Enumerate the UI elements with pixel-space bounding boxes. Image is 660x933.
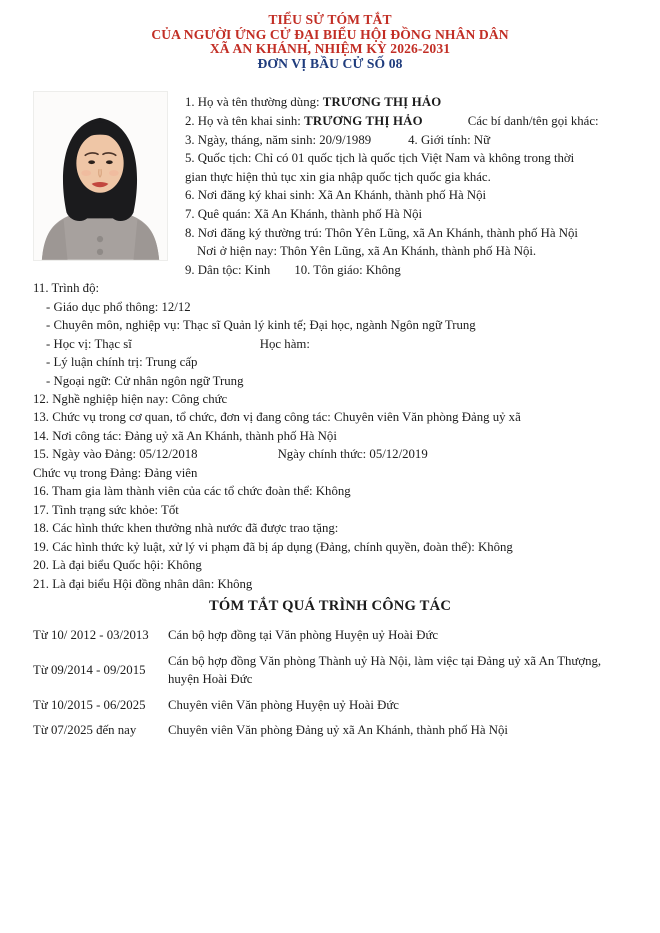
document-header: [0, 0, 660, 71]
field-party-position: Chức vụ trong Đảng: Đảng viên: [33, 465, 198, 480]
career-row: [33, 721, 635, 740]
details-section: [0, 279, 660, 593]
field-name-birth-value: TRƯƠNG THỊ HẢO: [304, 113, 423, 128]
field-dob: 3. Ngày, tháng, năm sinh: 20/9/1989: [185, 132, 372, 147]
field-party-official-date: Ngày chính thức: 05/12/2019: [277, 447, 428, 462]
career-period: Từ 10/2015 - 06/2025: [33, 697, 146, 712]
field-edu-language: - Ngoại ngữ: Cử nhân ngôn ngữ Trung: [46, 373, 244, 388]
field-edu-degree-title: [33, 335, 638, 353]
portrait-illustration: [34, 92, 167, 260]
field-edu-politics: - Lý luận chính trị: Trung cấp: [46, 355, 198, 370]
field-edu-degree: - Học vị: Thạc sĩ: [46, 336, 132, 351]
career-row: [33, 626, 635, 645]
field-hometown: 7. Quê quán: Xã An Khánh, thành phố Hà Nội: [185, 206, 423, 221]
header-ballot-unit: ĐƠN VỊ BẦU CỬ SỐ 08: [257, 55, 403, 71]
field-name-common-label: 1. Họ và tên thường dùng:: [185, 95, 323, 110]
field-religion: 10. Tôn giáo: Không: [294, 262, 401, 277]
top-section: [0, 71, 660, 279]
field-ethnicity: 9. Dân tộc: Kinh: [185, 262, 271, 277]
career-period: Từ 09/2014 - 09/2015: [33, 662, 146, 677]
career-row: [33, 696, 635, 715]
header-subtitle: CỦA NGƯỜI ỨNG CỬ ĐẠI BIỂU HỘI ĐỒNG NHÂN DÂN: [151, 26, 509, 42]
career-description: Chuyên viên Văn phòng Đảng uỷ xã An Khánh, thành phố Hà Nội: [168, 723, 508, 738]
field-edu-academic-title: Học hàm:: [259, 336, 310, 351]
career-table: [0, 626, 660, 740]
field-discipline: 19. Các hình thức kỷ luật, xử lý vi phạm đã bị áp dụng (Đảng, chính quyền, đoàn thể): Không: [33, 539, 513, 554]
field-party-join-date: 15. Ngày vào Đảng: 05/12/2018: [33, 447, 198, 462]
career-description: Cán bộ hợp đồng Văn phòng Thành uỷ Hà Nội, làm việc tại Đảng uỷ xã An Thượng, huyện Hoài Đức: [168, 653, 602, 687]
portrait-photo: [33, 91, 168, 261]
career-period: Từ 07/2025 đến nay: [33, 723, 137, 738]
field-gender: 4. Giới tính: Nữ: [408, 132, 491, 147]
field-position: 13. Chức vụ trong cơ quan, tổ chức, đơn vị đang công tác: Chuyên viên Văn phòng Đảng uỷ xã: [33, 410, 521, 425]
field-national-assembly-deputy: 20. Là đại biểu Quốc hội: Không: [33, 558, 202, 573]
field-education-header: 11. Trình độ:: [33, 281, 100, 296]
header-title: TIỂU SỬ TÓM TẮT: [268, 12, 392, 27]
field-party-dates: [33, 445, 638, 463]
field-birth-registration: 6. Nơi đăng ký khai sinh: Xã An Khánh, thành phố Hà Nội: [185, 188, 487, 203]
field-occupation: 12. Nghề nghiệp hiện nay: Công chức: [33, 392, 228, 407]
field-name-birth: [185, 112, 638, 131]
field-nationality-line2: gian thực hiện thủ tục xin gia nhập quốc tịch quốc gia khác.: [185, 169, 491, 184]
field-aliases: Các bí danh/tên gọi khác:: [467, 113, 599, 128]
field-workplace: 14. Nơi công tác: Đảng uỷ xã An Khánh, thành phố Hà Nội: [33, 428, 337, 443]
career-description: Cán bộ hợp đồng tại Văn phòng Huyện uỷ Hoài Đức: [168, 628, 439, 643]
career-row: [33, 652, 635, 689]
field-name-common-value: TRƯƠNG THỊ HẢO: [322, 95, 442, 110]
personal-info-column: [185, 91, 638, 279]
field-edu-general: - Giáo dục phổ thông: 12/12: [46, 299, 191, 314]
field-name-common: [185, 93, 638, 112]
career-section-title: TÓM TẮT QUÁ TRÌNH CÔNG TÁC: [208, 598, 452, 615]
field-peoples-council-deputy: 21. Là đại biểu Hội đồng nhân dân: Không: [33, 576, 253, 591]
field-nationality-line1: 5. Quốc tịch: Chỉ có 01 quốc tịch là quốc tịch Việt Nam và không trong thời: [185, 151, 575, 166]
career-description: Chuyên viên Văn phòng Huyện uỷ Hoài Đức: [168, 697, 399, 712]
field-dob-gender: [185, 131, 638, 150]
career-period: Từ 10/ 2012 - 03/2013: [33, 628, 149, 643]
field-current-residence: Nơi ở hiện nay: Thôn Yên Lũng, xã An Khánh, thành phố Hà Nội.: [197, 244, 537, 259]
field-memberships: 16. Tham gia làm thành viên của các tổ chức đoàn thể: Không: [33, 484, 351, 499]
field-health: 17. Tình trạng sức khỏe: Tốt: [33, 502, 179, 517]
field-name-birth-label: 2. Họ và tên khai sinh:: [185, 113, 305, 128]
field-awards: 18. Các hình thức khen thưởng nhà nước đã được trao tặng:: [33, 521, 339, 536]
field-edu-professional: - Chuyên môn, nghiệp vụ: Thạc sĩ Quản lý kinh tế; Đại học, ngành Ngôn ngữ Trung: [46, 318, 476, 333]
field-ethnicity-religion: [185, 261, 638, 280]
header-commune-term: XÃ AN KHÁNH, NHIỆM KỲ 2026-2031: [209, 41, 451, 57]
field-permanent-residence: 8. Nơi đăng ký thường trú: Thôn Yên Lũng, xã An Khánh, thành phố Hà Nội: [185, 225, 578, 240]
